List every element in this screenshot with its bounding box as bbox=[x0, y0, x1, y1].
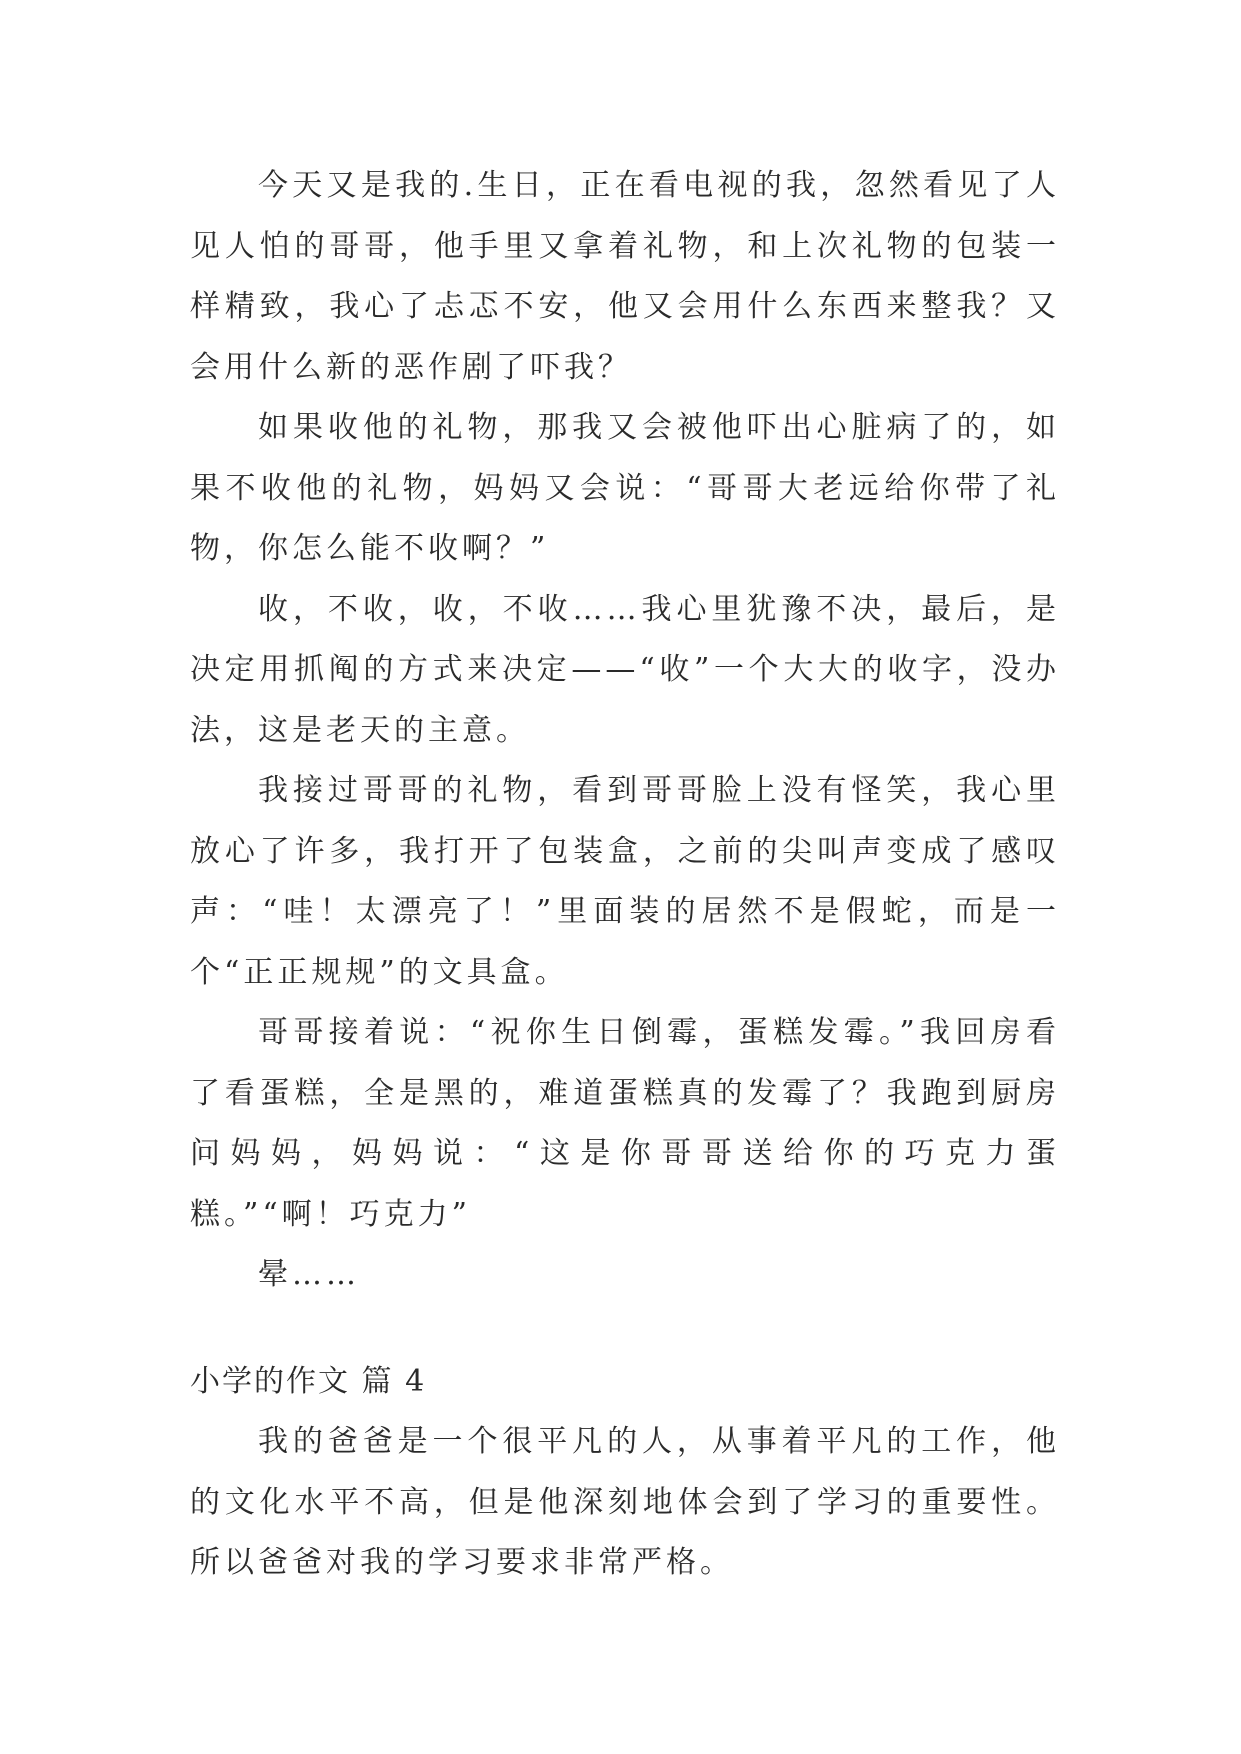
paragraph: 我接过哥哥的礼物，看到哥哥脸上没有怪笑，我心里放心了许多，我打开了包装盒，之前的尖叫声变成了感叹声：“哇！太漂亮了！”里面装的居然不是假蛇，而是一个“正正规规”的文具盒。 bbox=[190, 773, 1060, 990]
paragraph: 收，不收，收，不收……我心里犹豫不决，最后，是决定用抓阄的方式来决定——“收”一个大大的收字，没办法，这是老天的主意。 bbox=[190, 591, 1060, 748]
paragraph: 哥哥接着说：“祝你生日倒霉，蛋糕发霉。”我回房看了看蛋糕，全是黑的，难道蛋糕真的发霉了？我跑到厨房问妈妈，妈妈说：“这是你哥哥送给你的巧克力蛋糕。”“啊！巧克力” bbox=[190, 1015, 1060, 1232]
paragraph: 今天又是我的.生日，正在看电视的我，忽然看见了人见人怕的哥哥，他手里又拿着礼物，和上次礼物的包装一样精致，我心了忐忑不安，他又会用什么东西来整我？又会用什么新的恶作剧了吓我？ bbox=[190, 168, 1060, 385]
paragraph: 如果收他的礼物，那我又会被他吓出心脏病了的，如果不收他的礼物，妈妈又会说：“哥哥大老远给你带了礼物，你怎么能不收啊？” bbox=[190, 410, 1060, 566]
paragraph: 我的爸爸是一个很平凡的人，从事着平凡的工作，他的文化水平不高，但是他深刻地体会到了学习的重要性。所以爸爸对我的学习要求非常严格。 bbox=[190, 1424, 1060, 1580]
paragraph: 晕…… bbox=[258, 1257, 360, 1292]
section-heading: 小学的作文 篇 4 bbox=[190, 1363, 427, 1399]
document-body bbox=[190, 156, 1060, 1594]
